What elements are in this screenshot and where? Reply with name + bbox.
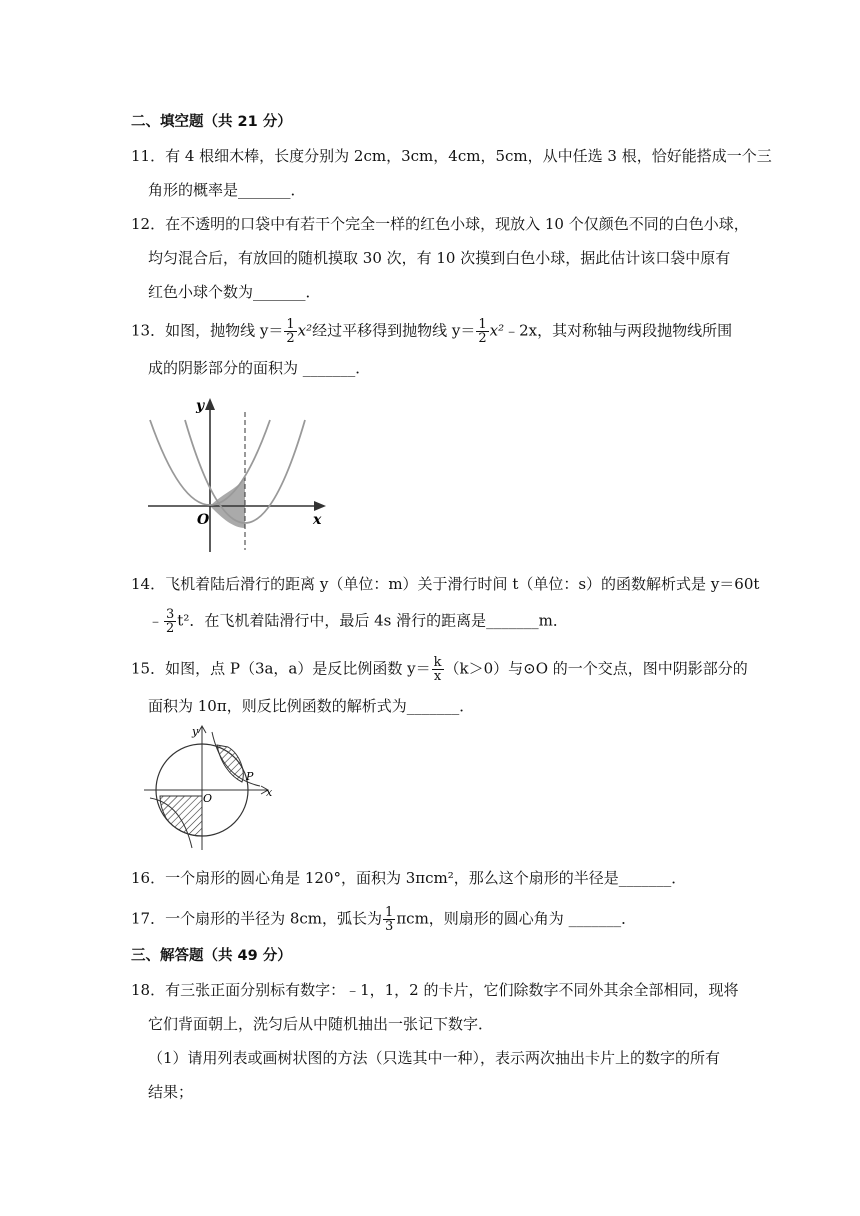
q13-line1	[131, 318, 732, 345]
q13-x2-2: x²	[489, 321, 505, 340]
q13-line2: 成的阴影部分的面积为 _______．	[148, 359, 371, 377]
frac-numerator: 1	[286, 317, 295, 332]
q14-text-post: ．在飞机着陆滑行中，最后 4s 滑行的距离是_______m．	[189, 611, 568, 630]
q15-fraction	[432, 656, 444, 683]
q17-line1	[131, 906, 636, 933]
point-p-label: P	[246, 770, 254, 783]
x-axis-arrow-icon	[314, 501, 326, 511]
q13-x2-1: x²	[297, 321, 313, 340]
y-axis-arrow-icon	[205, 398, 215, 410]
q17-text-a: 17．一个扇形的半径为 8cm，弧长为	[131, 909, 383, 928]
q12-line2: 均匀混合后，有放回的随机摸取 30 次，有 10 次摸到白色小球，据此估计该口袋中原有	[148, 249, 731, 267]
x-label: x	[313, 512, 322, 528]
q17-text-b: πcm，则扇形的圆心角为 _______．	[396, 909, 637, 928]
frac-denominator: 2	[478, 331, 487, 346]
q15-line1	[131, 656, 748, 683]
q18-line2: 它们背面朝上，洗匀后从中随机抽出一张记下数字．	[148, 1015, 494, 1033]
q13-text-b: 经过平移得到抛物线 y＝	[312, 321, 476, 340]
q11-line1: 11．有 4 根细木棒，长度分别为 2cm，3cm，4cm，5cm，从中任选 3 根，恰好能搭成一个三	[131, 147, 772, 165]
q12-line1: 12．在不透明的口袋中有若干个完全一样的红色小球，现放入 10 个仅颜色不同的白色小球，	[131, 215, 749, 233]
q12-line3: 红色小球个数为_______．	[148, 283, 321, 301]
origin-label: O	[203, 792, 213, 805]
q14-line1: 14．飞机着陆后滑行的距离 y（单位：m）关于滑行时间 t（单位：s）的函数解析式是 y＝60t	[131, 575, 760, 593]
q15-text-a: 15．如图，点 P（3a，a）是反比例函数 y＝	[131, 659, 431, 678]
q13-text-c: ﹣2x，其对称轴与两段抛物线所围	[504, 321, 733, 340]
frac-denominator: 2	[286, 331, 295, 346]
q15-text-b: （k＞0）与⊙O 的一个交点，图中阴影部分的	[444, 659, 748, 678]
q16-line1: 16．一个扇形的圆心角是 120°，面积为 3πcm²，那么这个扇形的半径是_______．	[131, 869, 687, 887]
frac-numerator: 1	[478, 317, 487, 332]
q14-line2	[148, 608, 568, 635]
shaded-top-right	[217, 745, 243, 782]
x-label: x	[266, 786, 273, 799]
frac-numerator: 3	[166, 607, 175, 622]
frac-numerator: k	[433, 655, 442, 670]
shaded-bottom-left	[160, 796, 202, 836]
q11-line2: 角形的概率是_______．	[148, 181, 306, 199]
section-title-answers: 三、解答题（共 49 分）	[131, 948, 292, 964]
y-label: y	[192, 725, 199, 738]
section-title-fill-in: 二、填空题（共 21 分）	[131, 114, 292, 130]
q15-line2: 面积为 10π，则反比例函数的解析式为_______．	[148, 697, 475, 715]
q18-line3: （1）请用列表或画树状图的方法（只选其中一种），表示两次抽出卡片上的数字的所有	[148, 1049, 721, 1067]
t-squared: t²	[177, 611, 190, 630]
figure-circle-hyperbola	[140, 720, 280, 855]
q13-text-a: 13．如图，抛物线 y＝	[131, 321, 284, 340]
frac-denominator: x	[433, 669, 442, 684]
q18-line4: 结果；	[148, 1083, 194, 1101]
q13-fraction-2	[476, 318, 488, 345]
figure-parabolas	[140, 390, 340, 555]
q13-fraction-1	[284, 318, 296, 345]
q14-fraction	[164, 608, 176, 635]
q17-fraction	[383, 906, 395, 933]
y-label: y	[196, 398, 205, 414]
frac-numerator: 1	[385, 905, 394, 920]
origin-label: O	[197, 512, 210, 528]
q18-line1: 18．有三张正面分别标有数字：﹣1，1，2 的卡片，它们除数字不同外其余全部相同，现将	[131, 981, 739, 999]
frac-denominator: 3	[385, 919, 394, 934]
minus-sign: ﹣	[148, 611, 164, 630]
frac-denominator: 2	[166, 621, 175, 636]
